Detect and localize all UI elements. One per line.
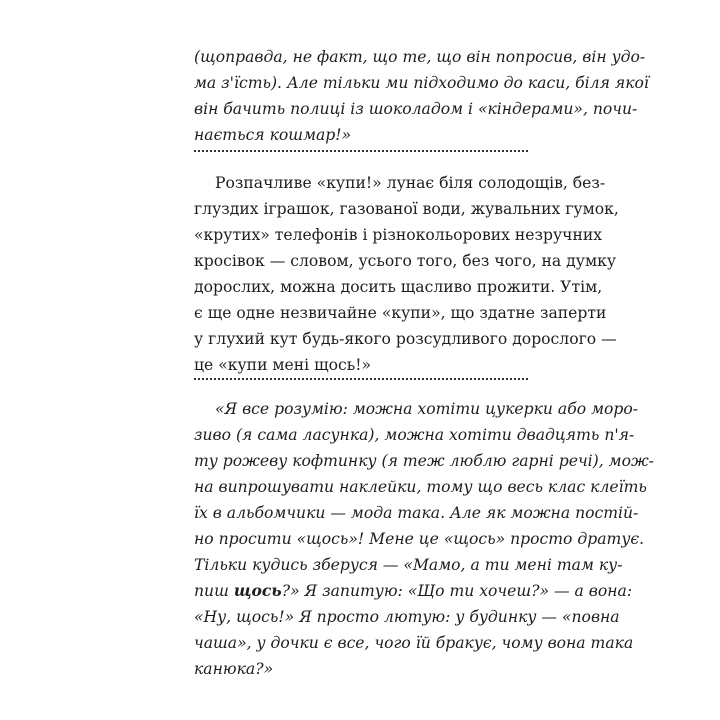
dotted-separator <box>194 150 528 152</box>
text-line: глуздих іграшок, газованої води, жувальних гумок, <box>194 200 619 218</box>
text-line: но просити «щось»! Мене це «щось» просто дратує. <box>194 530 645 548</box>
text-line: на випрошувати наклейки, тому що весь клас клеїть <box>194 478 647 496</box>
text-line: канюка?» <box>194 660 274 678</box>
text-line: ма з'їсть). Але тільки ми підходимо до каси, біля якої <box>194 74 649 92</box>
dotted-separator <box>194 378 528 380</box>
text-line: він бачить полиці із шоколадом і «кіндерами», почи- <box>194 100 638 118</box>
text-line: їх в альбомчики — мода така. Але як можна постій- <box>194 504 639 522</box>
text-line: «Ну, щось!» Я просто лютую: у будинку — «повна <box>194 608 620 626</box>
text-line: Розпачливе «купи!» лунає біля солодощів, без- <box>215 174 606 192</box>
text-line: чаша», у дочки є все, чого їй бракує, чому вона така <box>194 634 634 652</box>
text-line: дорослих, можна досить щасливо прожити. Утім, <box>194 278 603 296</box>
text-line: кросівок — словом, усього того, без чого, на думку <box>194 252 617 270</box>
text-line: «крутих» телефонів і різнокольорових незручних <box>194 226 603 244</box>
text-line-with-bold: пиш щось?» Я запитую: «Що ти хочеш?» — а вона: <box>194 581 633 600</box>
text-line: Тільки кудись зберуся — «Мамо, а ти мені там ку- <box>194 556 623 574</box>
text-line: (щоправда, не факт, що те, що він попросив, він удо- <box>194 48 646 66</box>
text-line: нається кошмар!» <box>194 126 352 144</box>
text-line: ту рожеву кофтинку (я теж люблю гарні речі), мож- <box>194 452 654 470</box>
text-line: у глухий кут будь-якого розсудливого дорослого — <box>194 330 617 348</box>
text-line: «Я все розумію: можна хотіти цукерки або моро- <box>215 400 639 418</box>
bold-word: щось <box>233 581 282 600</box>
text-line: це «купи мені щось!» <box>194 356 372 374</box>
text-line: зиво (я сама ласунка), можна хотіти двадцять п'я- <box>194 426 635 444</box>
text-line: є ще одне незвичайне «купи», що здатне заперти <box>194 304 607 322</box>
